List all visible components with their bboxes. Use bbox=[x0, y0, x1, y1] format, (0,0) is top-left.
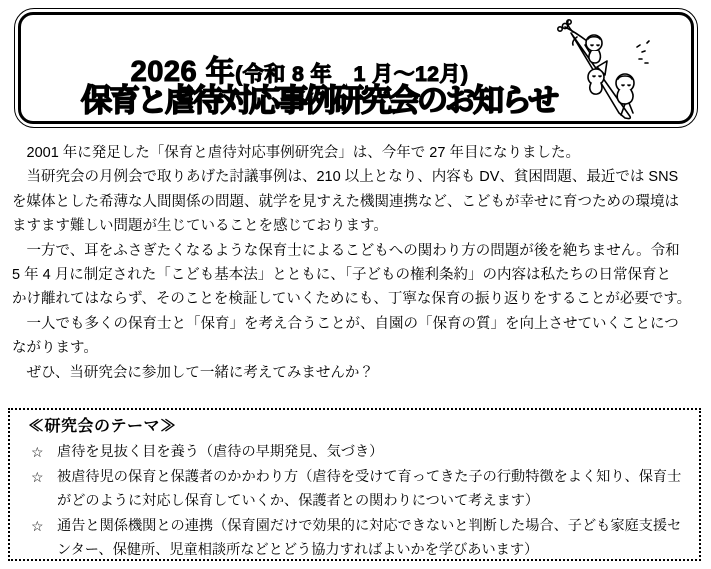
intro-line: 一人でも多くの保育士と「保育」を考え合うことが、自園の「保育の質」を向上させていくことにつ bbox=[12, 315, 679, 332]
theme-item bbox=[28, 440, 691, 465]
theme-text bbox=[57, 514, 691, 562]
intro-line: ぜひ、当研究会に参加して一緒に考えてみませんか？ bbox=[12, 364, 374, 381]
theme-item bbox=[28, 465, 691, 514]
theme-text bbox=[57, 440, 691, 465]
header-banner bbox=[14, 8, 698, 128]
intro-line: ながります。 bbox=[12, 340, 98, 357]
year-range: (令和 8 年 1 月～12月) bbox=[235, 63, 469, 86]
intro-line: 5 年 4 月に制定された「こども基本法」とともに、「子どもの権利条約」の内容は私たちの日常保育と bbox=[12, 266, 671, 283]
theme-line: 被虐待児の保育と保護者のかかわり方（虐待を受けて育ってきた子の行動特徴をよく知り、保育士 bbox=[57, 468, 682, 485]
theme-item bbox=[28, 514, 691, 562]
star-icon: ☆ bbox=[31, 468, 44, 485]
year-big: 2026 年 bbox=[130, 56, 236, 88]
themes-heading: ≪研究会のテーマ≫ bbox=[28, 418, 177, 435]
theme-line: 通告と関係機関との連携（保育園だけで効果的に対応できないと判断した場合、子ども家庭支援セ bbox=[57, 517, 682, 534]
page-title: 保育と虐待対応事例研究会のお知らせ bbox=[81, 83, 557, 118]
intro-line: 一方で、耳をふさぎたくなるような保育士によるこどもへの関わり方の問題が後を絶ちません。令和 bbox=[12, 242, 680, 259]
star-icon: ☆ bbox=[31, 517, 44, 534]
intro-paragraphs bbox=[12, 141, 707, 385]
children-climbing-illustration bbox=[541, 19, 659, 123]
star-icon: ☆ bbox=[31, 444, 44, 460]
intro-line: ますます難しい問題が生じていることを感じております。 bbox=[12, 218, 388, 235]
intro-line: 当研究会の月例会で取りあげた討議事例は、210 以上となり、内容も DV、貧困問題、最近では SNS bbox=[12, 169, 679, 186]
themes-box bbox=[8, 408, 701, 561]
intro-line: かけ離れてはならず、そのことを検証していくためにも、丁寧な保育の振り返りをすることが必要です。 bbox=[12, 291, 692, 308]
intro-line: 2001 年に発足した「保育と虐待対応事例研究会」は、今年で 27 年目になりました。 bbox=[12, 145, 580, 161]
theme-text bbox=[57, 465, 691, 514]
intro-line: を媒体とした希薄な人間関係の問題、就学を見すえた機関連携など、こどもが幸せに育つための環境は bbox=[12, 193, 679, 210]
theme-line: ンター、保健所、児童相談所などとどう協力すればよいかを学びあいます） bbox=[57, 542, 539, 558]
theme-line: 虐待を見抜く目を養う（虐待の早期発見、気づき） bbox=[57, 444, 384, 460]
theme-line: がどのように対応し保育していくか、保護者との関わりについて考えます） bbox=[57, 493, 540, 509]
